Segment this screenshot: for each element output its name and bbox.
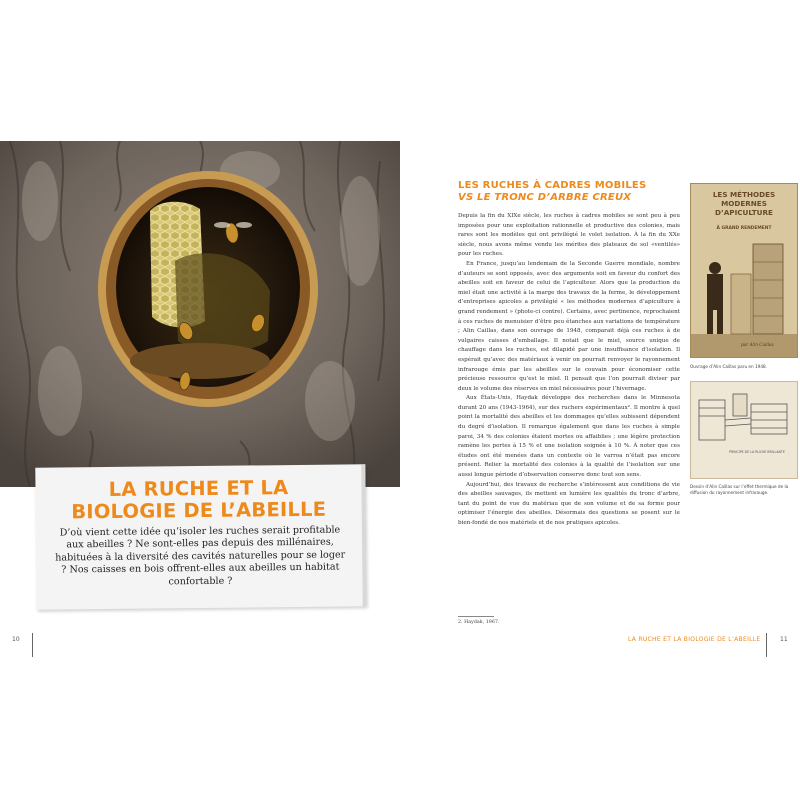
drawing-label: PRINCIPE DE LA RUCHE BRILLANTE xyxy=(729,450,785,454)
paragraph: Depuis la fin du XIXe siècle, les ruches à cadres mobiles se sont peu à peu imposées pour une exploitation rationnelle et productive des colonies, mais rares sont les modèles qui ont privilégié le volet isolation. À la fin du XXe siècle, nous avons même vendu les mérites des plateaux de sol «ventilés» pour les ruches. xyxy=(458,213,680,258)
book-cover-title: LES MÉTHODES MODERNES D’APICULTURE xyxy=(712,190,776,217)
hollow-tree-bee-nest-photo xyxy=(0,141,400,487)
book-cover-image xyxy=(690,183,798,358)
page-number-right: 11 xyxy=(780,636,788,643)
section-title-line-1: LES RUCHES À CADRES MOBILES xyxy=(458,180,647,191)
book-cover-caption: Ouvrage d’Alin Caillas paru en 1948. xyxy=(690,364,767,369)
chapter-lead: D’où vient cette idée qu’isoler les ruches serait profitable aux abeilles ? Ne sont-elles pas depuis des millénaires, habituées à la diversité des cavités naturelles pour se loger ? Nos caisses en bois offrent-elles aux abeilles un habitat confortable ? xyxy=(55,524,346,587)
body-text xyxy=(458,212,680,529)
hive-diagram-illustration xyxy=(691,382,798,479)
section-title xyxy=(458,180,680,204)
folio-divider-left xyxy=(32,633,33,657)
folio-divider-right xyxy=(766,633,767,657)
chapter-title: LA RUCHE ET LA BIOLOGIE DE L’ABEILLE xyxy=(71,476,327,524)
page-number-left: 10 xyxy=(12,636,20,643)
footnote-rule xyxy=(458,616,494,617)
paragraph: Aujourd’hui, des travaux de recherche s’intéressent aux conditions de vie des abeilles sauvages, ils mettent en lumière les qualités du tronc d’arbre, tant du point de vue du matériau que de son volume et de sa forme pour optimiser l’énergie des abeilles. Désormais des questions se posent sur le bien-fondé de nos matériels et de nos pratiques apicoles. xyxy=(458,481,680,526)
book-cover-author: par Alin Caillas xyxy=(741,342,774,347)
paragraph: Aux États-Unis, Haydak développe des recherches dans le Minnesota durant 20 ans (1943-1964), sur des ruchers expérimentaux². Il montre à quel point la mortalité des abeilles et les dommages qu’elles subissent dépendent du degré d’isolation. Il remarque également que dans les ruches à simple paroi, 34 % des colonies étaient mortes ou affaiblies ; une légère protection ramène les pertes à 15 % et une isolation soignée à 10 %. À noter que ces études ont été menées dans un contexte où le varroa n’était pas encore présent. Relier la mortalité des colonies à la qualité de l’isolation sur une aussi longue période d’observation conserve donc tout son sens. xyxy=(458,395,680,479)
chapter-title-card xyxy=(35,464,366,609)
footnote: 2. Haydak, 1967. xyxy=(458,620,500,625)
running-head: LA RUCHE ET LA BIOLOGIE DE L’ABEILLE xyxy=(628,636,761,643)
drawing-caption: Dessin d’Alin Caillas sur l’effet thermique de la diffusion du rayonnement infrarouge. xyxy=(690,484,789,495)
paragraph: En France, jusqu’au lendemain de la Seconde Guerre mondiale, nombre d’auteurs se sont opposés, avec des arguments soit en faveur du confort des abeilles soit en faveur de celui de l’apiculteur. Alors que la production du miel était une activité à la marge des travaux de la ferme, le développement d’entreprises apicoles a privilégié « les méthodes modernes d’apiculture à grand rendement » (phote-ci contre). Certains, avec pertinence, reprochaient à ces ruches de menuisier d’être peu étanches aux variations de température ; Alin Caillas, dans son ouvrage de 1948, comparait déjà ces ruches à de vulgaires caisses d’emballage. Il notait que le miel, source unique de chauffage dans les ruches, est dilapidé par une insuffisance d’isolation. Il espérait qu’avec des matériaux à venir on pourrait renvoyer le rayonnement infrarouge émis par les abeilles sur le couvain pour économiser cette précieuse ressource qu’est le miel. Il pensait que l’on pourrait diviser par deux le volume des réserves en miel nécessaires pour l’hivernage. xyxy=(458,260,680,392)
beekeeper-illustration xyxy=(691,184,798,358)
section-title-line-2: VS LE TRONC D’ARBRE CREUX xyxy=(458,192,632,203)
book-cover-subtitle: À GRAND RENDEMENT xyxy=(716,226,772,231)
thermal-drawing-image xyxy=(690,381,798,479)
